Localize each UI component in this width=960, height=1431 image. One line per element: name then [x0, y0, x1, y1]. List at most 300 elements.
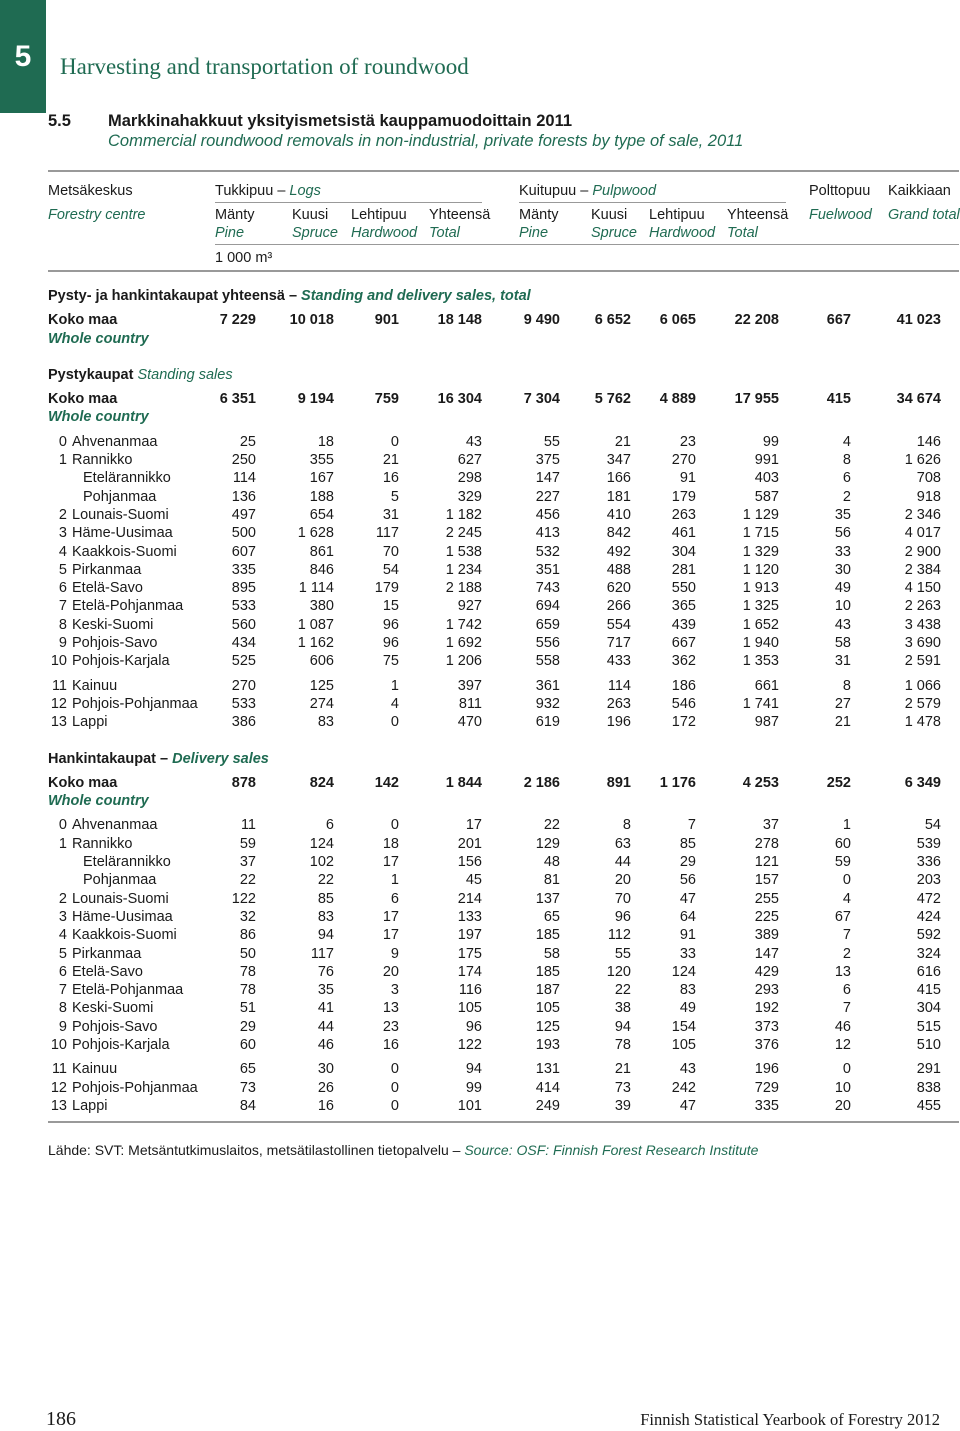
country-row-en: [48, 792, 959, 810]
value-cell: 65: [543, 908, 560, 925]
value-cell: 12: [834, 1036, 851, 1053]
value-cell: 122: [231, 890, 256, 907]
value-cell: 83: [679, 982, 696, 999]
value-cell: 179: [374, 580, 399, 597]
value-cell: 3 690: [904, 635, 941, 652]
logs-group-line: [215, 202, 482, 203]
value-cell: 99: [465, 1079, 482, 1096]
value-cell: 361: [535, 677, 560, 694]
value-cell: 55: [543, 433, 560, 450]
value-cell: 4: [842, 433, 851, 450]
value-cell: 6 652: [594, 312, 631, 329]
value-cell: 556: [535, 635, 560, 652]
value-cell: 105: [535, 1000, 560, 1017]
value-cell: 41 023: [896, 312, 941, 329]
value-cell: 455: [916, 1097, 941, 1114]
value-cell: 891: [606, 774, 631, 791]
header-pulp-en: Pulpwood: [592, 183, 657, 199]
table-row: [48, 1097, 959, 1115]
value-cell: 824: [309, 774, 334, 791]
value-cell: 410: [606, 506, 631, 523]
country-label: Koko maa: [48, 312, 118, 329]
value-cell: 6 351: [219, 391, 256, 408]
region-name: Keski-Suomi: [72, 1000, 154, 1017]
value-cell: 461: [671, 525, 696, 542]
value-cell: 6 065: [659, 312, 696, 329]
region-number: 7: [58, 982, 67, 999]
value-cell: 380: [309, 598, 334, 615]
table-row: [48, 561, 959, 579]
value-cell: 45: [465, 872, 482, 889]
region-label: [48, 561, 141, 579]
value-cell: 59: [834, 854, 851, 871]
table-row: [48, 713, 959, 731]
value-cell: 4 017: [904, 525, 941, 542]
value-cell: 878: [231, 774, 256, 791]
value-cell: 355: [309, 452, 334, 469]
value-cell: 21: [614, 1061, 631, 1078]
value-cell: 1 692: [445, 635, 482, 652]
value-cell: 413: [535, 525, 560, 542]
value-cell: 270: [231, 677, 256, 694]
region-label: [48, 695, 198, 713]
table-row: [48, 981, 959, 999]
value-cell: 21: [614, 433, 631, 450]
value-cell: 1 129: [742, 506, 779, 523]
value-cell: 186: [671, 677, 696, 694]
value-cell: 1 234: [445, 561, 482, 578]
value-cell: 114: [607, 677, 631, 694]
value-cell: 56: [679, 872, 696, 889]
value-cell: 8: [842, 452, 851, 469]
value-cell: 29: [239, 1018, 256, 1035]
value-cell: 510: [916, 1036, 941, 1053]
value-cell: 347: [606, 452, 631, 469]
value-cell: 2 186: [523, 774, 560, 791]
value-cell: 137: [535, 890, 560, 907]
section-title-fi: Pysty- ja hankintakaupat yhteensä –: [48, 288, 298, 304]
section-title-label: [48, 750, 269, 768]
region-label: [48, 908, 173, 926]
value-cell: 94: [614, 1018, 631, 1035]
value-cell: 397: [457, 677, 482, 694]
country-label-en: Whole country: [48, 330, 149, 347]
value-cell: 116: [458, 982, 482, 999]
region-label: [48, 1097, 107, 1115]
header-pulp-hard-fi: Lehtipuu: [649, 207, 705, 223]
value-cell: 1 538: [445, 543, 482, 560]
value-cell: 54: [382, 561, 399, 578]
value-cell: 6: [325, 817, 334, 834]
value-cell: 8: [842, 677, 851, 694]
header-logs-hard-fi: Lehtipuu: [351, 207, 407, 223]
table-row: [48, 871, 959, 889]
value-cell: 554: [606, 616, 631, 633]
value-cell: 60: [239, 1036, 256, 1053]
value-cell: 7 304: [523, 391, 560, 408]
value-cell: 105: [457, 1000, 482, 1017]
country-row-en: [48, 408, 959, 426]
value-cell: 403: [754, 470, 779, 487]
value-cell: 991: [754, 452, 779, 469]
value-cell: 43: [679, 1061, 696, 1078]
region-number: 3: [58, 525, 67, 542]
value-cell: 659: [535, 616, 560, 633]
value-cell: 616: [916, 963, 941, 980]
value-cell: 434: [231, 635, 256, 652]
value-cell: 33: [679, 945, 696, 962]
value-cell: 16 304: [437, 391, 482, 408]
value-cell: 1 329: [742, 543, 779, 560]
region-number: 10: [50, 653, 67, 670]
value-cell: 34 674: [896, 391, 941, 408]
value-cell: 2 346: [904, 506, 941, 523]
value-cell: 324: [916, 945, 941, 962]
region-name: Rannikko: [72, 835, 133, 852]
value-cell: 27: [834, 695, 851, 712]
value-cell: 0: [390, 817, 399, 834]
region-name: Lounais-Suomi: [72, 890, 169, 907]
value-cell: 201: [457, 835, 482, 852]
value-cell: 1 715: [742, 525, 779, 542]
region-label: [48, 677, 117, 695]
value-cell: 73: [239, 1079, 256, 1096]
value-cell: 1 120: [742, 561, 779, 578]
value-cell: 22: [239, 872, 256, 889]
header-grand-en: Grand total: [888, 207, 960, 223]
value-cell: 6: [842, 982, 851, 999]
source-fi: Lähde: SVT: Metsäntutkimuslaitos, metsätilastollinen tietopalvelu –: [48, 1142, 461, 1158]
value-cell: 533: [231, 598, 256, 615]
value-cell: 196: [606, 714, 631, 731]
header-pulp-total-en: Total: [727, 225, 758, 241]
value-cell: 274: [309, 695, 334, 712]
value-cell: 30: [834, 561, 851, 578]
region-label: [48, 926, 177, 944]
value-cell: 667: [671, 635, 696, 652]
table-row: [48, 1018, 959, 1036]
value-cell: 22 208: [734, 312, 779, 329]
value-cell: 10: [834, 1079, 851, 1096]
header-unit: 1 000 m³: [215, 250, 273, 266]
value-cell: 255: [754, 890, 779, 907]
value-cell: 179: [671, 488, 696, 505]
value-cell: 3 438: [904, 616, 941, 633]
value-cell: 133: [457, 908, 482, 925]
region-number: 9: [58, 635, 67, 652]
value-cell: 46: [317, 1036, 334, 1053]
value-cell: 43: [834, 616, 851, 633]
value-cell: 927: [457, 598, 482, 615]
table-row: [48, 652, 959, 670]
country-label-en: Whole country: [48, 409, 149, 426]
region-name: Etelärannikko: [83, 854, 171, 871]
region-name: Rannikko: [72, 452, 133, 469]
value-cell: 156: [457, 854, 482, 871]
value-cell: 759: [374, 391, 399, 408]
region-label: [48, 524, 173, 542]
value-cell: 147: [754, 945, 779, 962]
value-cell: 78: [614, 1036, 631, 1053]
value-cell: 901: [374, 312, 399, 329]
value-cell: 147: [535, 470, 560, 487]
value-cell: 861: [309, 543, 334, 560]
value-cell: 146: [916, 433, 941, 450]
region-number: 3: [58, 908, 67, 925]
value-cell: 20: [834, 1097, 851, 1114]
table-row: [48, 926, 959, 944]
section-title-en: Standing sales: [137, 366, 233, 383]
value-cell: 6: [390, 890, 399, 907]
value-cell: 1 066: [904, 677, 941, 694]
value-cell: 1 626: [904, 452, 941, 469]
value-cell: 125: [309, 677, 334, 694]
value-cell: 63: [614, 835, 631, 852]
value-cell: 329: [457, 488, 482, 505]
value-cell: 729: [754, 1079, 779, 1096]
header-logs-pine-fi: Mänty: [215, 207, 255, 223]
region-name: Etelä-Pohjanmaa: [72, 982, 184, 999]
value-cell: 2 591: [904, 653, 941, 670]
value-cell: 10 018: [289, 312, 334, 329]
region-label: [48, 543, 177, 561]
value-cell: 811: [458, 695, 482, 712]
value-cell: 13: [382, 1000, 399, 1017]
header-logs-pine-en: Pine: [215, 225, 245, 241]
table-title: [48, 111, 743, 151]
value-cell: 20: [614, 872, 631, 889]
table-row: [48, 853, 959, 871]
value-cell: 203: [916, 872, 941, 889]
value-cell: 174: [457, 963, 482, 980]
value-cell: 1 162: [297, 635, 334, 652]
value-cell: 13: [834, 963, 851, 980]
value-cell: 415: [826, 391, 851, 408]
value-cell: 16: [382, 470, 399, 487]
header-logs-total-en: Total: [429, 225, 460, 241]
value-cell: 136: [231, 488, 256, 505]
value-cell: 76: [317, 963, 334, 980]
region-name: Pohjois-Karjala: [72, 1036, 170, 1053]
region-number: 13: [50, 714, 67, 731]
header-logs-spruce-fi: Kuusi: [292, 207, 329, 223]
value-cell: 60: [834, 835, 851, 852]
region-number: 13: [50, 1097, 67, 1114]
value-cell: 30: [317, 1061, 334, 1078]
region-label: [48, 1079, 198, 1097]
value-cell: 197: [457, 927, 482, 944]
country-row: [48, 311, 959, 329]
region-label: [48, 890, 169, 908]
value-cell: 59: [239, 835, 256, 852]
value-cell: 2: [842, 488, 851, 505]
value-cell: 64: [679, 908, 696, 925]
region-number: 8: [58, 1000, 67, 1017]
region-number: 8: [58, 616, 67, 633]
pulp-group-line: [519, 202, 786, 203]
value-cell: 70: [614, 890, 631, 907]
value-cell: 41: [317, 1000, 334, 1017]
value-cell: 83: [317, 908, 334, 925]
value-cell: 22: [317, 872, 334, 889]
value-cell: 1 325: [742, 598, 779, 615]
header-logs-spruce-en: Spruce: [292, 225, 338, 241]
value-cell: 415: [916, 982, 941, 999]
region-name: Häme-Uusimaa: [72, 525, 173, 542]
value-cell: 9: [390, 945, 399, 962]
section-title-fi: Hankintakaupat –: [48, 750, 169, 767]
value-cell: 0: [390, 1097, 399, 1114]
region-number: 2: [58, 890, 67, 907]
value-cell: 304: [671, 543, 696, 560]
value-cell: 17: [382, 908, 399, 925]
value-cell: 83: [317, 714, 334, 731]
table-row: [48, 616, 959, 634]
value-cell: 694: [535, 598, 560, 615]
value-cell: 47: [679, 1097, 696, 1114]
value-cell: 114: [232, 470, 256, 487]
value-cell: 99: [762, 433, 779, 450]
region-name: Etelärannikko: [83, 470, 171, 487]
value-cell: 15: [382, 598, 399, 615]
value-cell: 515: [916, 1018, 941, 1035]
value-cell: 46: [834, 1018, 851, 1035]
value-cell: 743: [535, 580, 560, 597]
value-cell: 1 206: [445, 653, 482, 670]
value-cell: 242: [671, 1079, 696, 1096]
value-cell: 65: [239, 1061, 256, 1078]
header-logs-hard-en: Hardwood: [351, 225, 418, 241]
value-cell: 492: [606, 543, 631, 560]
value-cell: 539: [916, 835, 941, 852]
country-row: [48, 390, 959, 408]
value-cell: 1 742: [445, 616, 482, 633]
header-logs-total-fi: Yhteensä: [429, 207, 491, 223]
table-row: [48, 1079, 959, 1097]
region-name: Kaakkois-Suomi: [72, 543, 177, 560]
value-cell: 35: [317, 982, 334, 999]
region-label: [48, 1060, 117, 1078]
value-cell: 429: [754, 963, 779, 980]
table-row: [48, 506, 959, 524]
region-name: Kainuu: [72, 677, 118, 694]
value-cell: 20: [382, 963, 399, 980]
value-cell: 9 490: [523, 312, 560, 329]
value-cell: 472: [916, 890, 941, 907]
region-label: [48, 469, 171, 487]
region-name: Etelä-Savo: [72, 963, 143, 980]
value-cell: 1 114: [298, 580, 334, 597]
value-cell: 105: [671, 1036, 696, 1053]
value-cell: 365: [671, 598, 696, 615]
table-row: [48, 677, 959, 695]
publication-title: Finnish Statistical Yearbook of Forestry 2012: [640, 1410, 940, 1429]
source-note: [48, 1142, 758, 1158]
table-row: [48, 816, 959, 834]
section-title: [48, 287, 959, 305]
header-pulp-pine-fi: Mänty: [519, 207, 559, 223]
value-cell: 607: [231, 543, 256, 560]
country-label-en: Whole country: [48, 793, 149, 810]
region-number: 4: [58, 927, 67, 944]
region-number: 10: [50, 1036, 67, 1053]
value-cell: 91: [679, 927, 696, 944]
chapter-title: Harvesting and transportation of roundwood: [60, 54, 469, 79]
region-number: 7: [58, 598, 67, 615]
bottom-rule: [48, 1121, 959, 1123]
header-pulp-spruce-en: Spruce: [591, 225, 637, 241]
region-label: [48, 1036, 170, 1054]
value-cell: 49: [679, 1000, 696, 1017]
value-cell: 17: [465, 817, 482, 834]
value-cell: 842: [606, 525, 631, 542]
value-cell: 1: [842, 817, 851, 834]
table-row: [48, 579, 959, 597]
table-row: [48, 597, 959, 615]
region-label: [48, 1018, 157, 1036]
value-cell: 225: [754, 908, 779, 925]
value-cell: 142: [374, 774, 399, 791]
value-cell: 192: [754, 1000, 779, 1017]
region-label: [48, 597, 183, 615]
table-title-en: Commercial roundwood removals in non-industrial, private forests by type of sale, 2011: [108, 132, 744, 150]
value-cell: 22: [614, 982, 631, 999]
value-cell: 1 087: [297, 616, 334, 633]
value-cell: 94: [465, 1061, 482, 1078]
value-cell: 49: [834, 580, 851, 597]
value-cell: 196: [754, 1061, 779, 1078]
row-gap: [48, 348, 959, 366]
region-name: Etelä-Pohjanmaa: [72, 598, 184, 615]
table-body: [48, 287, 959, 1115]
value-cell: 281: [671, 561, 696, 578]
value-cell: 181: [606, 488, 631, 505]
value-cell: 172: [671, 714, 696, 731]
value-cell: 154: [671, 1018, 696, 1035]
value-cell: 0: [390, 714, 399, 731]
value-cell: 29: [679, 854, 696, 871]
region-name: Pohjois-Savo: [72, 635, 158, 652]
region-number: 12: [50, 1079, 67, 1096]
value-cell: 5 762: [594, 391, 631, 408]
value-cell: 94: [317, 927, 334, 944]
value-cell: 48: [543, 854, 560, 871]
value-cell: 117: [310, 945, 334, 962]
value-cell: 58: [543, 945, 560, 962]
value-cell: 6: [842, 470, 851, 487]
region-name: Pohjanmaa: [83, 488, 157, 505]
header-pulp-pine-en: Pine: [519, 225, 549, 241]
value-cell: 78: [239, 963, 256, 980]
value-cell: 0: [390, 433, 399, 450]
region-number: 5: [58, 945, 67, 962]
value-cell: 433: [606, 653, 631, 670]
value-cell: 373: [754, 1018, 779, 1035]
value-cell: 227: [535, 488, 560, 505]
header-grand-fi: Kaikkiaan: [888, 183, 951, 199]
value-cell: 3: [390, 982, 399, 999]
value-cell: 620: [606, 580, 631, 597]
region-name: Keski-Suomi: [72, 616, 154, 633]
table-row: [48, 543, 959, 561]
value-cell: 96: [465, 1018, 482, 1035]
value-cell: 85: [317, 890, 334, 907]
value-cell: 32: [239, 908, 256, 925]
value-cell: 5: [390, 488, 399, 505]
value-cell: 0: [390, 1061, 399, 1078]
value-cell: 86: [239, 927, 256, 944]
value-cell: 376: [754, 1036, 779, 1053]
